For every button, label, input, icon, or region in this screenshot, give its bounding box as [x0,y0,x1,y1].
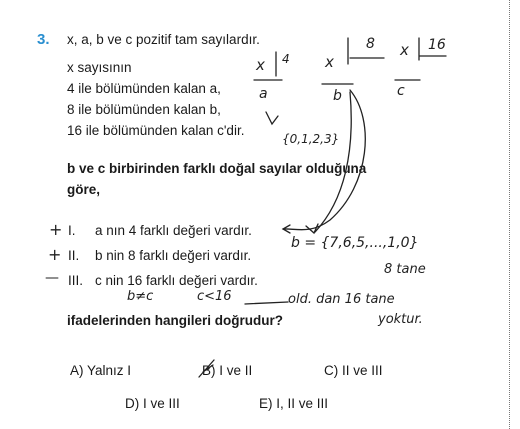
statement-1-roman: I. [68,223,76,238]
option-c[interactable]: C) II ve III [324,363,383,378]
division-bracket-3 [395,38,446,80]
hand-set-b: b = {7,6,5,...,1,0} [291,235,419,251]
statement-2-text: b nin 8 farklı değeri vardır. [95,248,252,263]
hand-c-lt-16: c<16 [197,289,232,304]
division-bracket-1 [254,52,282,80]
arrow-a [266,112,278,124]
question-intro: x, a, b ve c pozitif tam sayılardır. [67,32,260,47]
hand-div2-8: 8 [366,36,375,52]
statement-1-text: a nın 4 farklı değeri vardır. [95,223,252,238]
hand-div3-x: x [400,41,409,59]
option-a[interactable]: A) Yalnız I [70,363,132,378]
statement-3-roman: III. [68,273,84,288]
condition-line-2: göre, [67,182,101,197]
hand-eight-count: 8 tane [384,262,426,277]
hand-div1-x: x [256,56,265,74]
option-e[interactable]: E) I, II ve III [259,396,329,411]
question-line-3: 8 ile bölümünden kalan b, [67,102,221,117]
arrow-to-set-b [315,92,351,232]
hand-div1-4: 4 [282,52,290,66]
hand-mark-1: + [49,220,63,239]
question-prompt: ifadelerinden hangileri doğrudur? [67,313,284,328]
hand-set-a: {0,1,2,3} [282,132,340,146]
statement-2-roman: II. [68,248,80,263]
condition-line-1: b ve c birbirinden farklı doğal sayılar olduğuna [67,161,367,176]
hand-div3-c: c [397,83,405,99]
hand-div1-a: a [259,86,268,102]
statement-3-text: c nin 16 farklı değeri vardır. [95,273,258,288]
hand-note-2: yoktur. [378,312,423,327]
question-number: 3. [37,31,50,48]
hand-mark-2: + [48,245,62,264]
arrow-to-statement-1 [283,90,365,230]
question-line-2: 4 ile bölümünden kalan a, [67,81,221,96]
option-b[interactable]: B) I ve II [202,363,253,378]
question-line-1: x sayısının [67,60,132,75]
dash-to-note [245,302,288,304]
hand-b-neq-c: b≠c [127,289,154,304]
hand-mark-3: — [45,270,59,286]
question-line-4: 16 ile bölümünden kalan c'dir. [67,123,245,138]
hand-div2-b: b [333,88,342,104]
option-b-strike [199,360,214,377]
hand-div2-x: x [325,53,334,71]
hand-div3-16: 16 [428,37,446,53]
division-bracket-2 [322,38,384,84]
hand-note: old. dan 16 tane [288,292,395,307]
option-d[interactable]: D) I ve III [125,396,180,411]
